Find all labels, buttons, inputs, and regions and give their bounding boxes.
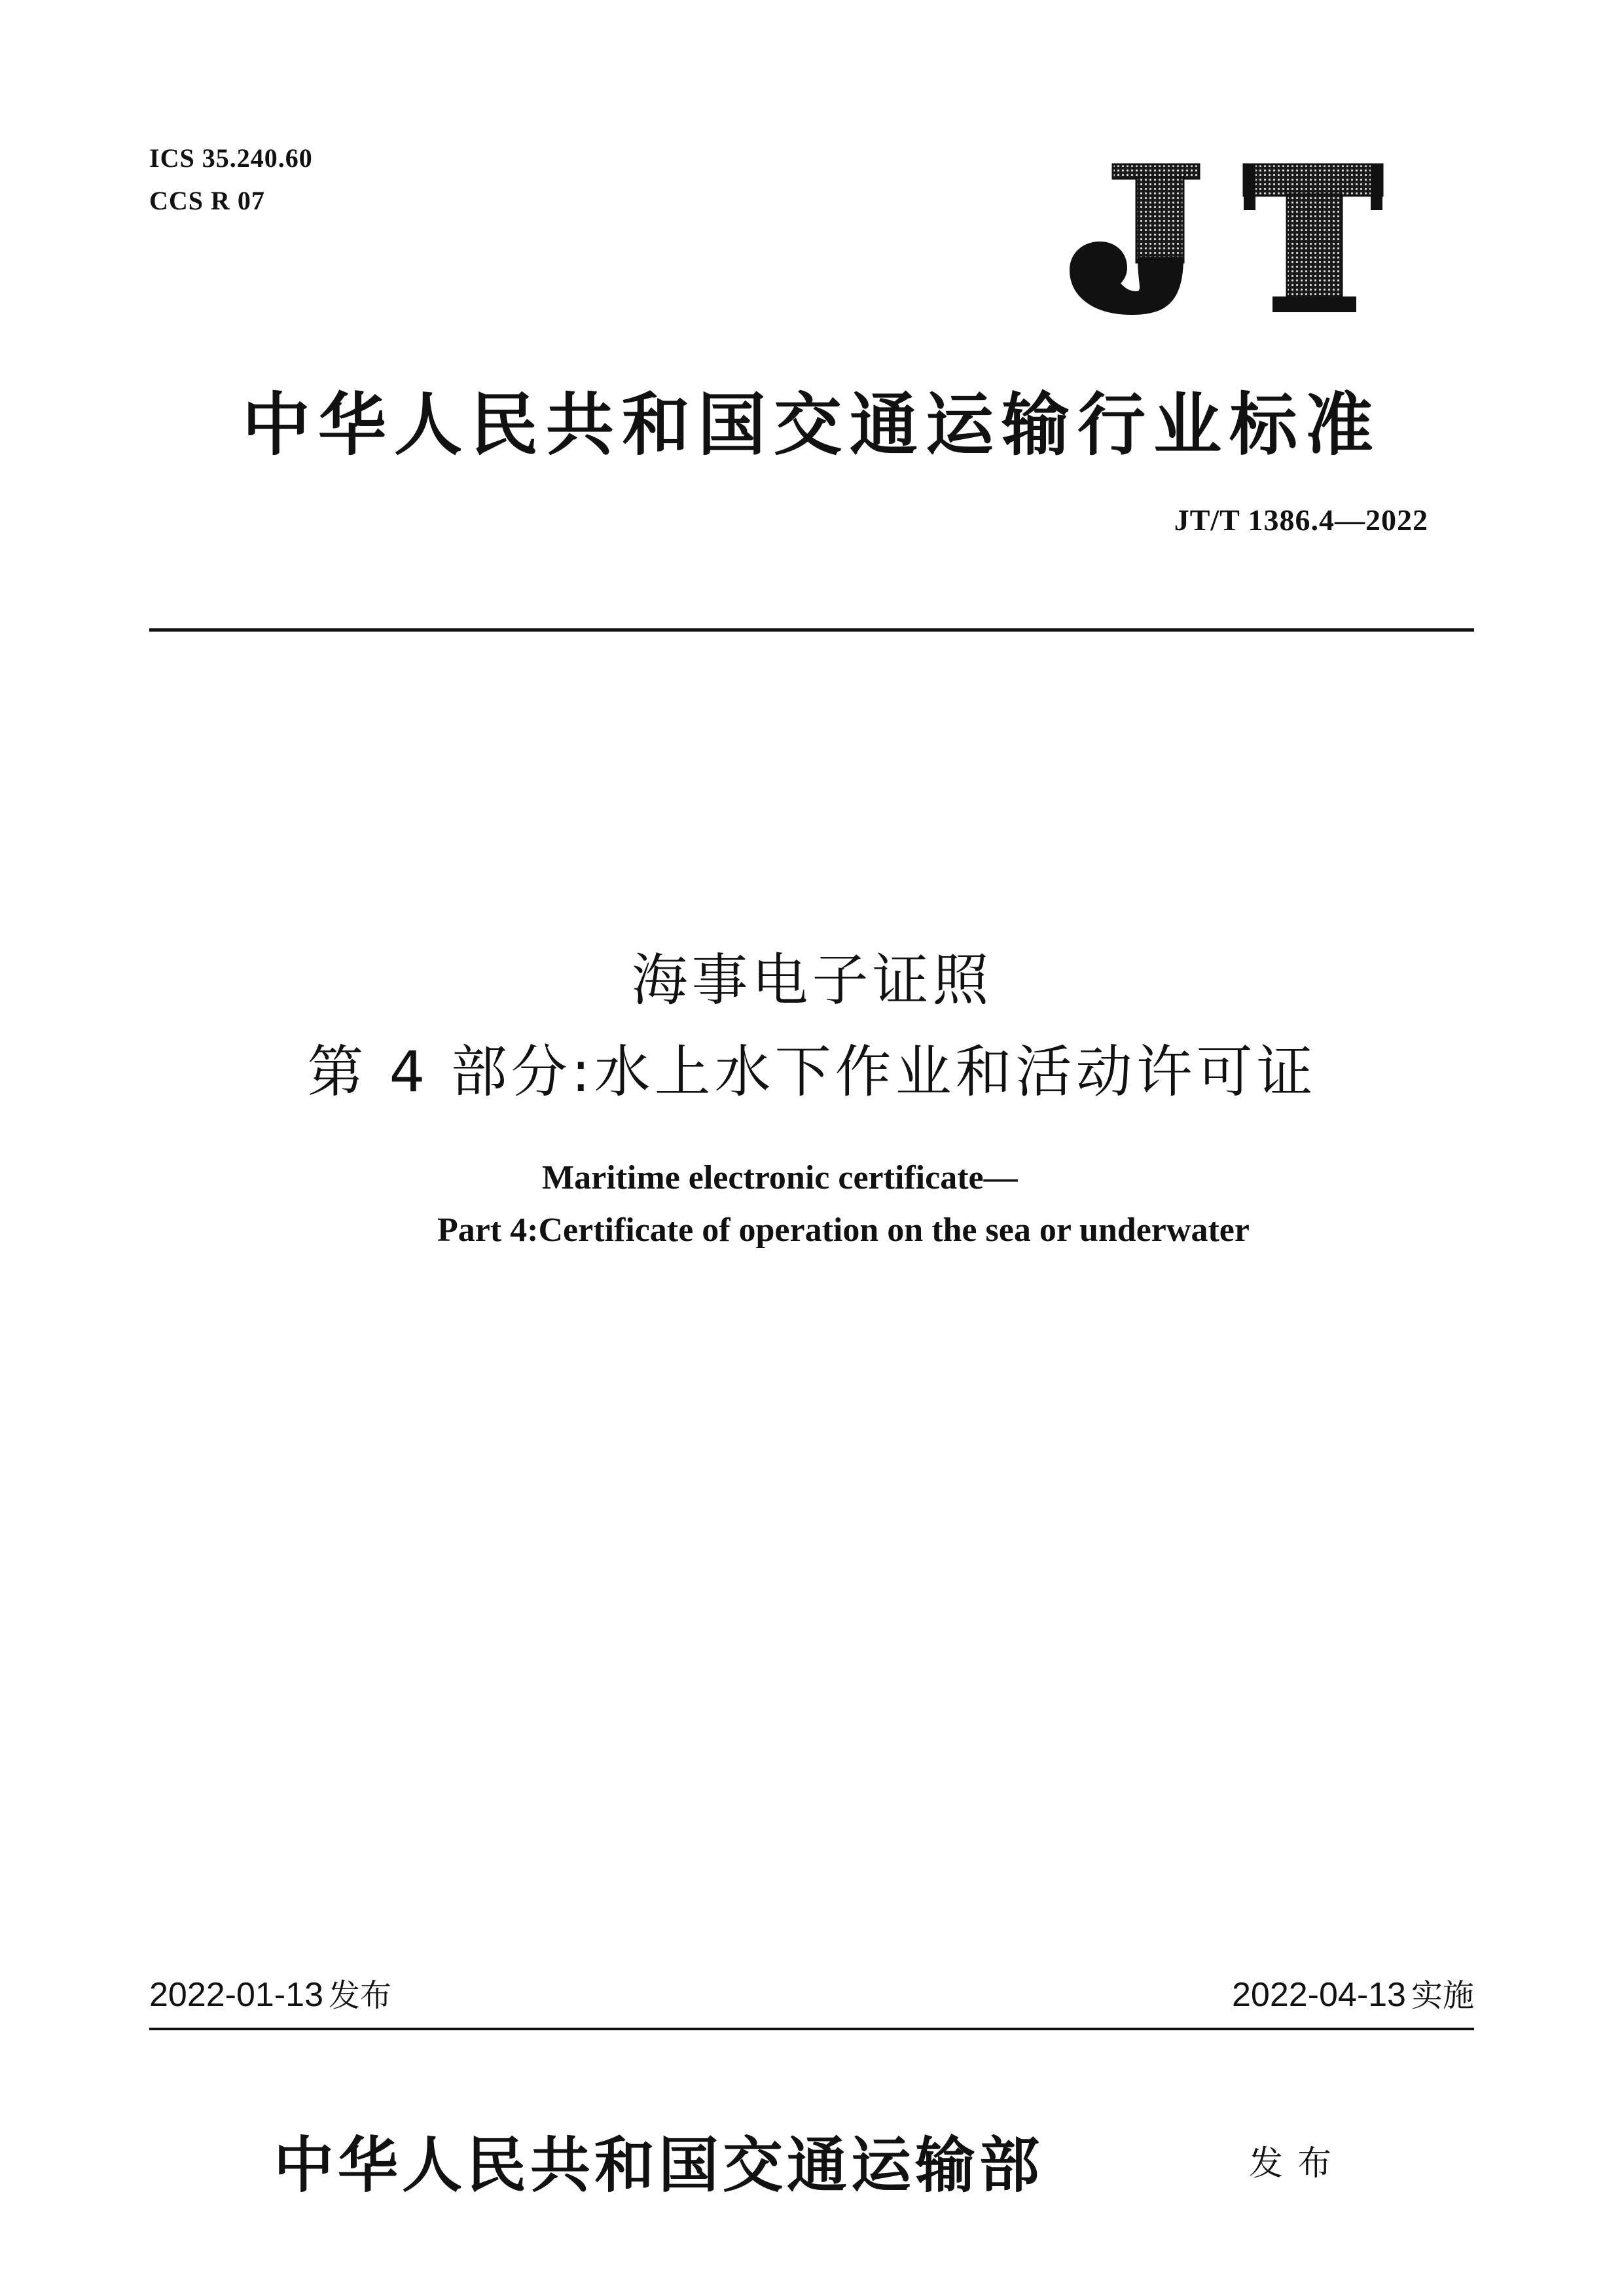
standard-category-title: 中华人民共和国交通运输行业标准 [242,385,1381,465]
jt-standard-logo-icon [1066,159,1386,319]
document-title-en-line1: Maritime electronic certificate— [542,1159,1018,1196]
document-title-en-line2: Part 4:Certificate of operation on the sea or underwater [437,1211,1250,1249]
publisher-action: 发布 [1249,2144,1346,2183]
document-title-cn-line1: 海事电子证照 [631,948,993,1013]
publisher-name: 中华人民共和国交通运输部 [274,2130,1044,2200]
issue-date-block [149,1970,391,2015]
issue-date: 2022-01-13 [149,1976,323,2014]
implementation-date-block [1232,1970,1474,2015]
standard-number: JT/T 1386.4—2022 [1174,503,1428,537]
footer-divider [149,2028,1474,2030]
implementation-date: 2022-04-13 [1231,1976,1406,2014]
issue-label: 发布 [329,1977,392,2014]
ccs-code: CCS R 07 [149,186,265,215]
header-divider [149,628,1474,632]
implementation-label: 实施 [1411,1977,1474,2014]
ics-code: ICS 35.240.60 [149,143,313,173]
document-title-cn-line2: 第 4 部分:水上水下作业和活动许可证 [307,1039,1317,1105]
